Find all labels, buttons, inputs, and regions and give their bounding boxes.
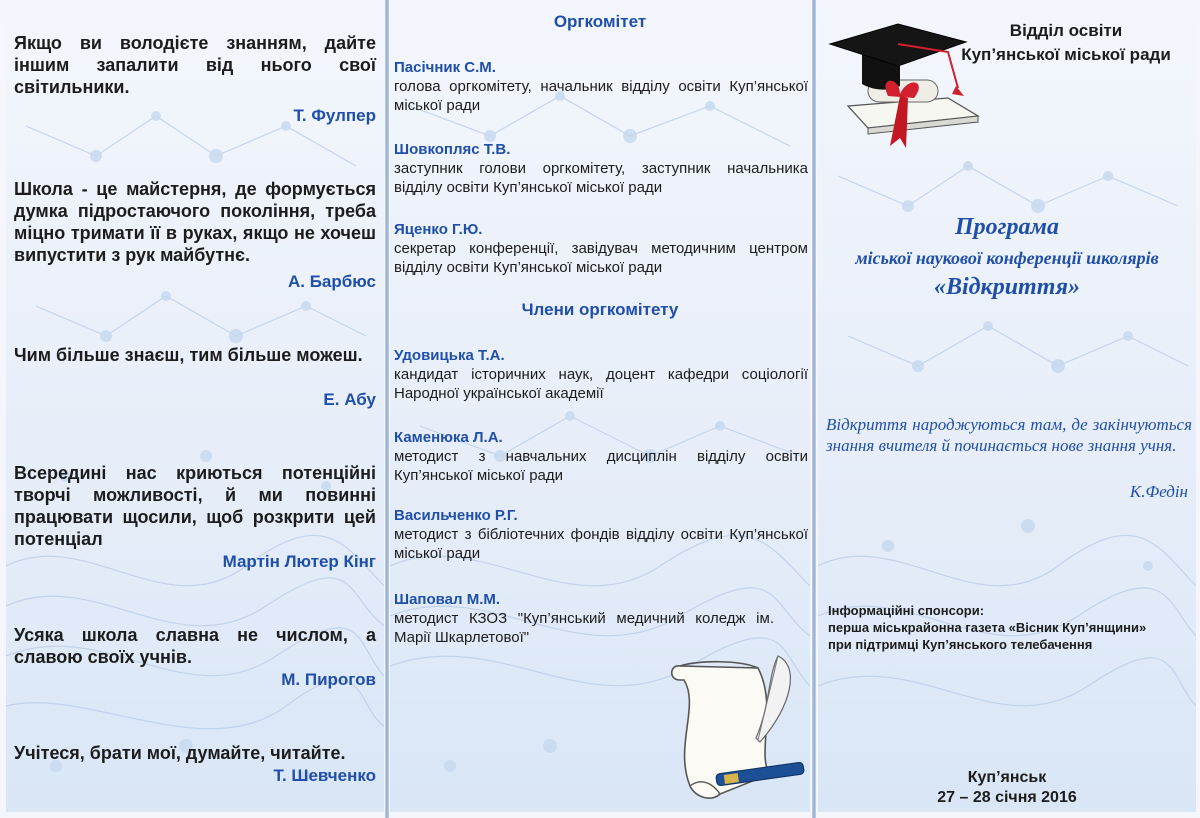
member-name: Удовицька Т.А. — [394, 347, 505, 364]
department-line-2: Куп’янської міської ради — [961, 45, 1171, 64]
member-name: Каменюка Л.А. — [394, 429, 503, 446]
committee-member — [394, 220, 808, 277]
committee-title: Оргкомітет — [553, 12, 647, 31]
sponsors-line-2: при підтримці Куп’янського телебачення — [828, 637, 1093, 652]
member-role: методист з бібліотечних фондів відділу освіти Куп’янської міської ради — [394, 526, 808, 562]
member-name: Шовкопляс Т.В. — [394, 141, 511, 158]
committee-member — [394, 140, 808, 197]
motto-quote: Відкриття народжуються там, де закінчуються знання вчителя й починається нове знання учня. — [826, 415, 1192, 455]
program-subtitle: міської наукової конференції школярів — [855, 248, 1159, 268]
middle-panel — [390, 6, 810, 812]
sponsors-block — [828, 602, 1194, 653]
member-role: заступник голови оргкомітету, заступник начальника відділу освіти Куп’янської міської ради — [394, 160, 808, 196]
fold-line-1 — [385, 0, 389, 818]
program-title: Програма — [955, 214, 1059, 240]
member-name: Яценко Г.Ю. — [394, 221, 483, 238]
member-name: Пасічник С.М. — [394, 59, 496, 76]
scroll-quill-illustration — [660, 646, 810, 806]
quote-2: Школа - це майстерня, де формується думка підростаючого покоління, треба міцно тримати її в руках, якщо не хочеш випустити з рук майбутнє. — [14, 179, 376, 265]
quote-5: Усяка школа славна не числом, а славою своїх учнів. — [14, 625, 376, 667]
member-role: кандидат історичних наук, доцент кафедри соціології Народної української академії — [394, 366, 808, 402]
quote-1-author: Т. Фулпер — [293, 106, 376, 125]
sponsors-title: Інформаційні спонсори: — [828, 603, 985, 618]
right-panel — [818, 6, 1196, 812]
member-role: методист КЗОЗ "Куп’янський медичний коледж ім. Марії Шкарлетової" — [394, 610, 774, 646]
fold-line-2 — [812, 0, 816, 818]
member-role: секретар конференції, завідувач методичним центром відділу освіти Куп’янської міської ради — [394, 240, 808, 276]
quote-6: Учітеся, брати мої, думайте, читайте. — [14, 743, 346, 763]
quote-4-author: Мартін Лютер Кінг — [222, 552, 376, 571]
quote-4: Всередині нас криються потенційні творчі можливості, й ми повинні працювати щосили, щоб розкрити цей потенціал — [14, 463, 376, 549]
member-role: методист з навчальних дисциплін відділу освіти Куп’янської міської ради — [394, 448, 808, 484]
quote-6-author: Т. Шевченко — [273, 766, 376, 785]
left-panel — [6, 6, 384, 812]
quote-2-author: А. Барбюс — [287, 272, 376, 291]
members-title: Члени оргкомітету — [521, 300, 679, 319]
member-role: голова оргкомітету, начальник відділу освіти Куп’янської міської ради — [394, 78, 808, 114]
motto-author: К.Федін — [1129, 482, 1188, 501]
committee-member — [394, 428, 808, 485]
footer-city: Куп’янськ — [967, 769, 1047, 786]
program-name: «Відкриття» — [933, 274, 1081, 300]
committee-member — [394, 346, 808, 403]
quote-3: Чим більше знаєш, тим більше можеш. — [14, 345, 363, 365]
quote-3-author: Е. Абу — [323, 390, 376, 409]
committee-member — [394, 506, 808, 563]
committee-member — [394, 58, 808, 115]
quote-1: Якщо ви володієте знанням, дайте іншим запалити від нього свої світильники. — [14, 33, 376, 97]
committee-member — [394, 590, 774, 647]
member-name: Васильченко Р.Г. — [394, 507, 518, 524]
member-name: Шаповал М.М. — [394, 591, 501, 608]
sponsors-line-1: перша міськрайонна газета «Вісник Куп’янщини» — [828, 620, 1147, 635]
quote-5-author: М. Пирогов — [281, 670, 376, 689]
department-line-1: Відділ освіти — [1009, 21, 1123, 40]
footer-dates: 27 – 28 січня 2016 — [937, 789, 1077, 806]
